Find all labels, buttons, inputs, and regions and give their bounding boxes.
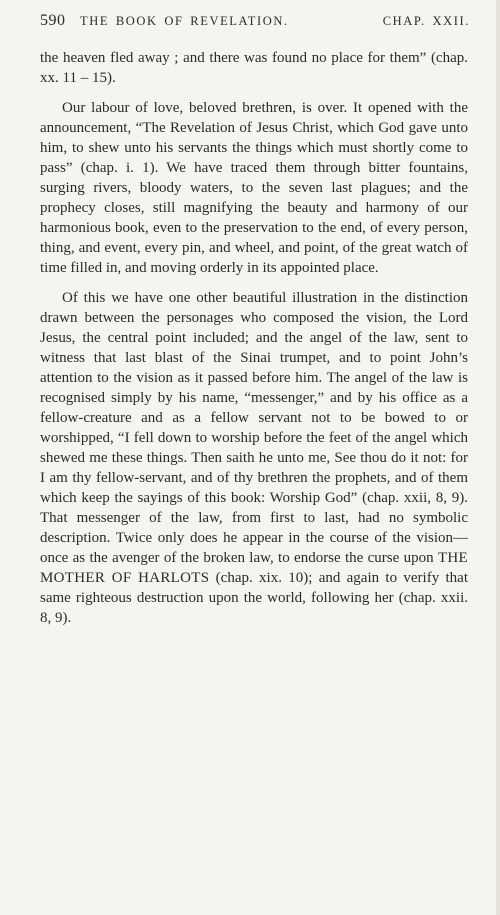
page-edge bbox=[496, 0, 500, 915]
paragraph-illustration-part-1: Of this we have one other beautiful illustration in the distinction drawn between the personages who composed the vision, the Lord Jesus, the central point included; and the angel of the law, sent to witness that last blast of the Sinai trumpet, and to point John’s attention to the vision as it passed before him. The angel of the law is recognised simply by his name, “messenger,” and by his office as a fellow-creature and as a fellow servant not to be bowed to or worshipped, “I fell down to worship before the feet of the angel which shewed me these things. Then saith he unto me, See thou do it not: for I am thy fellow-servant, and of thy brethren the prophets, and of them which keep the sayings of this book: Worship God” (chap. xxii, 8, 9). That messenger of the law, from first to last, had no symbolic description. Twice only does he appear in the course of the vision—once as the avenger of the broken law, to endorse the curse upon bbox=[40, 290, 468, 566]
paragraph-illustration-part-2: (chap. xix. 10); and again to verify that same righteous destruction upon the world, following her (chap. xxii. 8, 9). bbox=[40, 570, 468, 626]
paragraph-continued: the heaven fled away ; and there was found no place for them” (chap. xx. 11 – 15). bbox=[40, 50, 468, 86]
paragraph-illustration bbox=[40, 288, 468, 628]
running-title: THE BOOK OF REVELATION. bbox=[80, 14, 289, 28]
body-text bbox=[40, 48, 468, 628]
running-header bbox=[40, 12, 470, 32]
running-chapter: CHAP. XXII. bbox=[382, 14, 470, 28]
page-number: 590 bbox=[40, 12, 66, 29]
mother-of-harlots-smallcaps: THE MOTHER OF HARLOTS bbox=[40, 550, 468, 586]
paragraph-labour-of-love: Our labour of love, beloved brethren, is over. It opened with the announcement, “The Revelation of Jesus Christ, which God gave unto him, to shew unto his servants the things which must shortly come to pass” (chap. i. 1). We have traced them through bitter fountains, surging rivers, bloody waters, to the seven last plagues; and the prophecy closes, still magnifying the beauty and harmony of our harmonious book, even to the preservation to the end, of every person, thing, and event, every pin, and wheel, and point, of the great watch of time filled in, and moving orderly in its appointed place. bbox=[40, 100, 468, 276]
